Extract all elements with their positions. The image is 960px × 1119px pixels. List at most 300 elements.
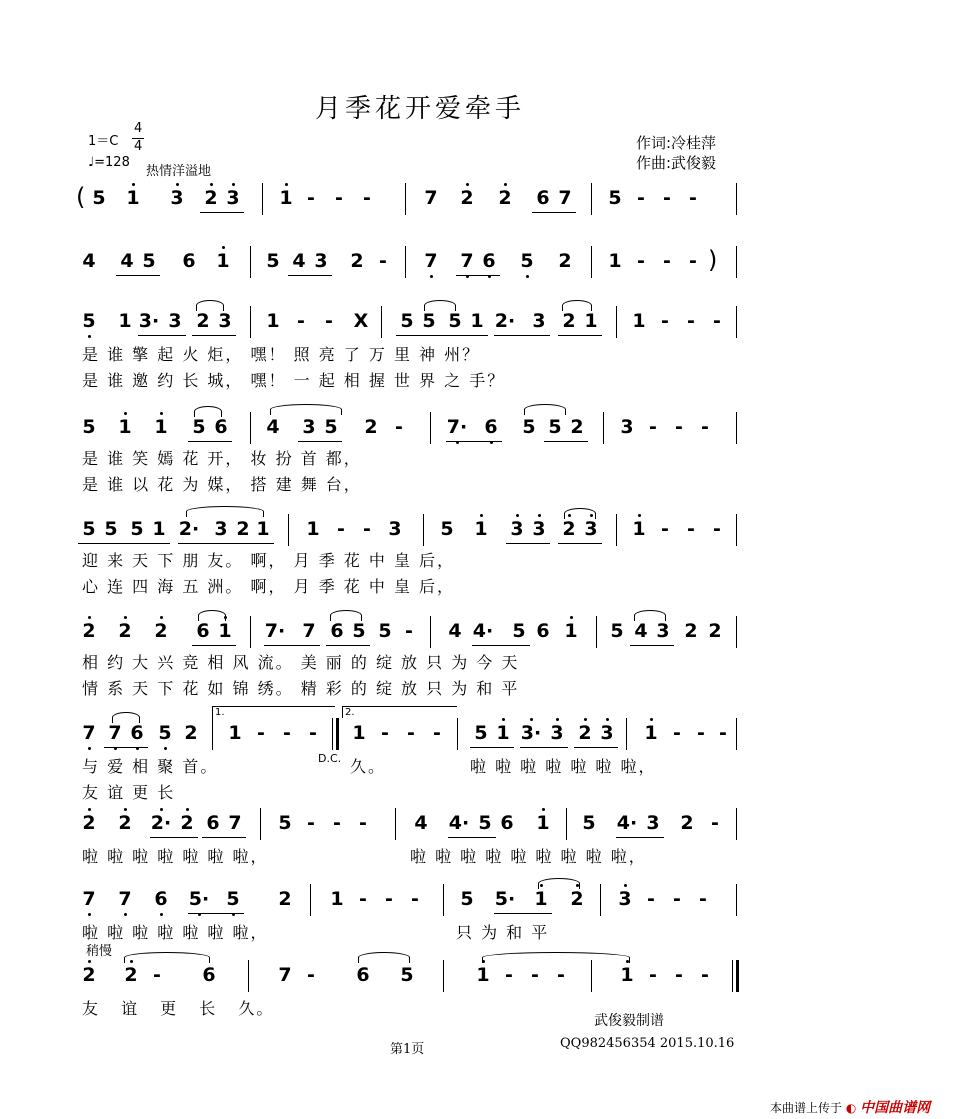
volta-2: 2. [342, 706, 457, 718]
note: 2 [176, 812, 198, 834]
note: 6 [536, 620, 550, 642]
bar-line [332, 718, 333, 750]
note: - [363, 187, 371, 209]
note: 3 [546, 722, 568, 744]
tempo-change-marking: 稍慢 [86, 944, 113, 959]
note: 1 [530, 888, 552, 910]
bar-line [736, 412, 737, 444]
note: - [719, 722, 727, 744]
beam-underline [192, 335, 236, 336]
note: 3 [532, 310, 546, 332]
note: 5 [460, 888, 474, 910]
note: 3 [314, 250, 328, 272]
tempo-marking: ♩=128 [88, 155, 130, 170]
score-row-2 [0, 246, 960, 286]
bar-line [736, 183, 737, 215]
beam-underline [574, 747, 618, 748]
beam-underline [326, 645, 370, 646]
score-row-4 [0, 412, 960, 497]
note: 2 [114, 812, 136, 834]
bar-line [395, 808, 396, 840]
note: 6 [500, 812, 514, 834]
note: 6 [206, 812, 220, 834]
note: - [505, 964, 513, 986]
note: - [395, 416, 403, 438]
volta-1: 1. [212, 706, 335, 718]
note: - [407, 722, 415, 744]
note: 5 [78, 310, 100, 332]
lyricist-credit: 作词:冷桂萍 [636, 134, 717, 152]
note: 4 [82, 250, 96, 272]
note: 3 [222, 187, 244, 209]
contact-date: QQ982456354 2015.10.16 [560, 1036, 735, 1051]
note: 3 [166, 187, 188, 209]
bar-line [736, 808, 737, 840]
beam-underline [202, 837, 246, 838]
note: 7 [420, 250, 442, 272]
note: 1 [616, 964, 638, 986]
note: 5 [104, 518, 118, 540]
bar-line [381, 306, 382, 338]
note: 3· [138, 310, 160, 332]
tie-slur [194, 406, 222, 417]
lyrics-verse-2: 是 谁 邀 约 长 城， 嘿！ 一 起 相 握 世 界 之 手？ [82, 371, 506, 390]
score-row-6 [0, 616, 960, 701]
note: - [689, 250, 697, 272]
bar-line [250, 616, 251, 648]
note: 5 [352, 620, 366, 642]
bar-line [250, 412, 251, 444]
note: 2 [562, 310, 576, 332]
note: 4 [448, 620, 462, 642]
engraver-credit: 武俊毅制谱 [594, 1013, 664, 1029]
tie-slur [482, 952, 630, 963]
note: 5 [522, 416, 536, 438]
note: 1 [640, 722, 662, 744]
note: 2 [680, 812, 694, 834]
note: - [673, 722, 681, 744]
note: 2 [78, 620, 100, 642]
note: 2· [178, 518, 200, 540]
note: - [297, 310, 305, 332]
bar-line [250, 306, 251, 338]
note: 3 [596, 722, 618, 744]
bar-line [600, 884, 601, 916]
bar-line [443, 960, 444, 992]
note: X [353, 310, 369, 332]
beam-underline [78, 543, 170, 544]
note: 4 [292, 250, 306, 272]
note: 5 [512, 620, 526, 642]
note: 2 [494, 187, 516, 209]
note: 1 [150, 416, 172, 438]
note: 7· [264, 620, 286, 642]
note: 2 [558, 250, 572, 272]
song-title: 月季花开爱牵手 [314, 94, 525, 124]
note: 1 [330, 888, 344, 910]
note: 2 [684, 620, 698, 642]
note: 5 [608, 187, 622, 209]
note: 3 [168, 310, 182, 332]
bar-line [405, 183, 406, 215]
note: 2 [570, 416, 584, 438]
note: 1 [114, 416, 136, 438]
note: - [713, 310, 721, 332]
time-signature-denominator: 4 [134, 139, 143, 154]
note: 7 [114, 888, 136, 910]
note: 7 [558, 187, 572, 209]
close-paren: ) [708, 246, 718, 274]
note: 3 [388, 518, 402, 540]
note: - [405, 620, 413, 642]
note: 5 [516, 250, 538, 272]
note: 3 [656, 620, 670, 642]
note: - [673, 888, 681, 910]
note: 6 [202, 964, 216, 986]
beam-underline [396, 335, 488, 336]
note: 7 [456, 250, 478, 272]
note: - [663, 250, 671, 272]
note: 5 [400, 964, 414, 986]
page-number: 第1页 [390, 1042, 425, 1057]
note: 2 [120, 964, 142, 986]
note: - [359, 812, 367, 834]
note: 1 [152, 518, 166, 540]
beam-underline [232, 543, 274, 544]
bar-line [248, 960, 249, 992]
lyrics-verse-2: 心 连 四 海 五 洲。 啊， 月 季 花 中 皇 后， [82, 577, 456, 596]
note: 5 [440, 518, 454, 540]
note: 2 [114, 620, 136, 642]
lyrics-verse-1: 是 谁 擎 起 火 炬， 嘿！ 照 亮 了 万 里 神 州？ [82, 345, 481, 364]
note: 6 [330, 620, 344, 642]
note: 5· [494, 888, 516, 910]
note: 2 [456, 187, 478, 209]
note: 2 [200, 187, 222, 209]
score-row-1 [0, 183, 960, 223]
note: 6 [480, 416, 502, 438]
beam-underline [532, 212, 576, 213]
bar-line [736, 960, 739, 992]
bar-line [430, 412, 431, 444]
bar-line [430, 616, 431, 648]
tie-slur [358, 952, 410, 963]
bar-line [616, 306, 617, 338]
note: - [699, 888, 707, 910]
composer-credit: 作曲:武俊毅 [636, 154, 717, 172]
beam-underline [188, 913, 244, 914]
lyrics-final: 友 谊 更 长 久。 [82, 999, 275, 1018]
note: 5 [154, 722, 176, 744]
note: 4 [266, 416, 280, 438]
site-name: 中国曲谱网 [860, 1100, 931, 1116]
note: - [531, 964, 539, 986]
bar-line [212, 718, 213, 750]
note: 6 [214, 416, 228, 438]
note: - [363, 518, 371, 540]
note: 6 [196, 620, 210, 642]
bar-line [626, 718, 627, 750]
note: 1 [214, 620, 236, 642]
lyrics-la: 啦 啦 啦 啦 啦 啦 啦， [82, 923, 269, 942]
note: - [647, 888, 655, 910]
lyrics-la: 啦 啦 啦 啦 啦 啦 啦， [470, 757, 657, 776]
note: 5 [82, 518, 96, 540]
note: 2· [150, 812, 172, 834]
note: 3 [646, 812, 660, 834]
note: - [385, 888, 393, 910]
note: - [381, 722, 389, 744]
note: 2 [236, 518, 250, 540]
bar-line [310, 884, 311, 916]
note: 5 [192, 416, 206, 438]
lyrics-verse-1: 是 谁 笑 嫣 花 开， 妆 扮 首 都， [82, 449, 362, 468]
tie-slur [124, 952, 210, 963]
note: 2 [364, 416, 378, 438]
bar-line [596, 616, 597, 648]
note: 4· [472, 620, 494, 642]
note: 7 [278, 964, 292, 986]
note: 5 [378, 620, 392, 642]
note: 4 [634, 620, 648, 642]
bar-line [566, 808, 567, 840]
note: 5 [448, 310, 462, 332]
lyrics-verse-1: 迎 来 天 下 朋 友。 啊， 月 季 花 中 皇 后， [82, 551, 456, 570]
note: - [675, 964, 683, 986]
beam-underline [200, 212, 244, 213]
note: - [307, 187, 315, 209]
note: - [335, 187, 343, 209]
da-capo: D.C. [318, 752, 342, 765]
note: 7 [228, 812, 242, 834]
note: 6 [356, 964, 370, 986]
note: 7 [78, 722, 100, 744]
note: 2 [184, 722, 198, 744]
bar-line [250, 246, 251, 278]
lyrics-verse-1: 与 爱 相 聚 首。 [82, 757, 219, 776]
beam-underline [446, 441, 502, 442]
beam-underline [138, 335, 186, 336]
score-row-9 [0, 884, 960, 944]
bar-line [591, 246, 592, 278]
note: - [675, 416, 683, 438]
note: - [307, 964, 315, 986]
score-row-10 [0, 960, 960, 1020]
note: 2 [566, 888, 588, 910]
note: - [379, 250, 387, 272]
bar-line [736, 616, 737, 648]
note: 2 [196, 310, 210, 332]
bar-line [603, 412, 604, 444]
note: 2 [558, 518, 580, 540]
note: - [701, 964, 709, 986]
note: - [637, 187, 645, 209]
note: 1 [275, 187, 297, 209]
note: - [701, 416, 709, 438]
time-signature-numerator: 4 [134, 121, 143, 136]
beam-underline [456, 275, 500, 276]
note: 7· [446, 416, 468, 438]
beam-underline [188, 441, 232, 442]
score-row-8 [0, 808, 960, 868]
note: 4· [448, 812, 470, 834]
note: 1 [470, 310, 484, 332]
note: 1 [256, 518, 270, 540]
note: 3 [214, 518, 228, 540]
note: 1 [472, 964, 494, 986]
note: 5 [92, 187, 106, 209]
note: - [687, 310, 695, 332]
open-paren: ( [76, 183, 86, 211]
note: - [713, 518, 721, 540]
note: 2 [574, 722, 596, 744]
lyrics-verse-2: 是 谁 以 花 为 媒， 搭 建 舞 台， [82, 475, 362, 494]
note: - [153, 964, 161, 986]
bar-line [260, 808, 261, 840]
bar-line [288, 514, 289, 546]
note: 6 [478, 250, 500, 272]
score-row-3 [0, 306, 960, 401]
tie-slur [186, 506, 264, 517]
bar-line [457, 718, 458, 750]
beam-underline [116, 275, 160, 276]
beam-underline [470, 747, 514, 748]
note: - [649, 964, 657, 986]
note: 2 [708, 620, 722, 642]
note: 3 [506, 518, 528, 540]
note: 1 [632, 310, 646, 332]
note: 1 [122, 187, 144, 209]
note: 5· [188, 888, 210, 910]
lyrics-verse-2: 友 谊 更 长 [82, 783, 176, 802]
note: 7 [78, 888, 100, 910]
beam-underline [558, 335, 602, 336]
note: 5 [142, 250, 156, 272]
note: - [637, 250, 645, 272]
bar-line [262, 183, 263, 215]
note: 1 [560, 620, 582, 642]
upload-text: 本曲谱上传于 [770, 1101, 843, 1115]
note: 5 [548, 416, 562, 438]
note: - [649, 416, 657, 438]
site-logo-icon: ◐ [845, 1101, 857, 1115]
note: 5 [82, 416, 96, 438]
lyrics-la-2: 啦 啦 啦 啦 啦 啦 啦 啦 啦， [410, 847, 647, 866]
note: 3 [620, 416, 634, 438]
note: - [359, 888, 367, 910]
note: - [433, 722, 441, 744]
bar-line [736, 306, 737, 338]
lyrics-verse-1: 相 约 大 兴 竞 相 风 流。 美 丽 的 绽 放 只 为 今 天 [82, 653, 520, 672]
tie-slur [524, 404, 566, 415]
beam-underline [520, 747, 568, 748]
beam-underline [298, 441, 342, 442]
note: - [325, 310, 333, 332]
bar-line [736, 246, 737, 278]
bar-line [443, 884, 444, 916]
bar-line [736, 514, 737, 546]
note: 1 [584, 310, 598, 332]
lyrics-verse-end: 只 为 和 平 [456, 923, 550, 942]
note: 5 [324, 416, 338, 438]
note: 5 [130, 518, 144, 540]
note: - [663, 187, 671, 209]
beam-underline [494, 335, 550, 336]
note: - [411, 888, 419, 910]
beam-underline [178, 543, 232, 544]
score-row-7 [0, 707, 960, 803]
note: - [661, 518, 669, 540]
note: - [309, 722, 317, 744]
note: 1 [628, 518, 650, 540]
bar-line [423, 514, 424, 546]
note: 3 [302, 416, 316, 438]
note: 1 [608, 250, 622, 272]
site-watermark [770, 1097, 930, 1117]
bar-line [736, 718, 737, 750]
note: 5 [610, 620, 624, 642]
note: - [337, 518, 345, 540]
expression-marking: 热情洋溢地 [146, 164, 212, 179]
tie-slur [270, 404, 342, 415]
lyrics-verse-1-ending: 久。 [350, 757, 387, 776]
note: 2 [278, 888, 292, 910]
beam-underline [630, 645, 674, 646]
note: 5 [474, 722, 488, 744]
beam-underline [150, 837, 198, 838]
note: 1 [470, 518, 492, 540]
note: 2 [78, 964, 100, 986]
note: 7 [302, 620, 316, 642]
note: - [697, 722, 705, 744]
beam-underline [616, 837, 664, 838]
note: - [557, 964, 565, 986]
note: 2 [78, 812, 100, 834]
bar-line [405, 246, 406, 278]
note: - [661, 310, 669, 332]
note: 2 [150, 620, 172, 642]
beam-underline [506, 543, 550, 544]
bar-line [336, 718, 339, 750]
note: 3 [580, 518, 602, 540]
key-signature: 1＝C [88, 134, 119, 149]
note: 2 [350, 250, 364, 272]
note: 4 [120, 250, 134, 272]
beam-underline [192, 645, 236, 646]
score-row-5 [0, 514, 960, 599]
note: - [687, 518, 695, 540]
note: 6 [150, 888, 172, 910]
note: 5 [478, 812, 492, 834]
note: 1 [118, 310, 132, 332]
note: 7 [424, 187, 438, 209]
note: 5 [582, 812, 596, 834]
beam-underline [288, 275, 332, 276]
note: - [689, 187, 697, 209]
note: - [307, 812, 315, 834]
bar-line [732, 960, 733, 992]
note: - [257, 722, 265, 744]
bar-line [616, 514, 617, 546]
note: 1 [306, 518, 320, 540]
beam-underline [472, 645, 530, 646]
note: - [333, 812, 341, 834]
beam-underline [544, 441, 588, 442]
bar-line [591, 183, 592, 215]
note: - [711, 812, 719, 834]
note: 2· [494, 310, 516, 332]
note: 4· [616, 812, 638, 834]
